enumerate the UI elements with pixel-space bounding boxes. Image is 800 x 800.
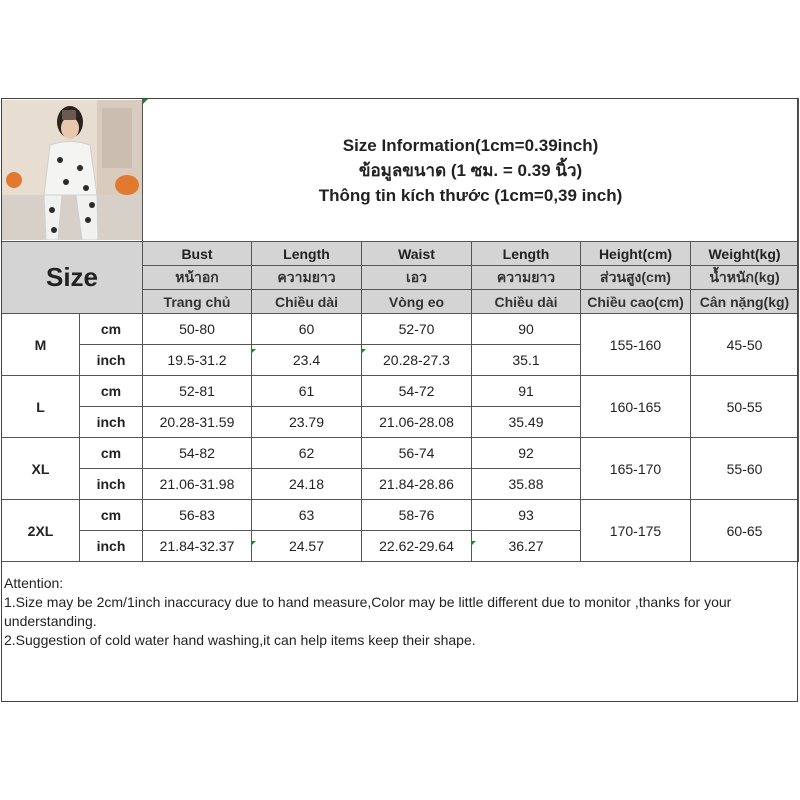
cell-weight: 50-55 [691,376,799,438]
outer-frame [1,98,798,702]
col-waist-th: เอว [362,266,472,290]
cell-length-inch: 23.4 [252,345,362,376]
cell-length2-cm: 90 [472,314,581,345]
cell-bust-inch: 21.84-32.37 [143,531,252,562]
col-height-th: ส่วนสูง(cm) [581,266,691,290]
cell-bust-cm: 50-80 [143,314,252,345]
cell-marker-icon [361,349,366,354]
col-length-vi: Chiều dài [252,290,362,314]
unit-inch: inch [80,531,143,562]
size-label: M [2,314,80,376]
cell-weight: 55-60 [691,438,799,500]
cell-bust-inch: 20.28-31.59 [143,407,252,438]
col-waist-vi: Vòng eo [362,290,472,314]
cell-marker-icon [471,541,476,546]
cell-length-cm: 61 [252,376,362,407]
cell-height: 155-160 [581,314,691,376]
unit-cm: cm [80,376,143,407]
cell-height: 170-175 [581,500,691,562]
title-line-vi: Thông tin kích thước (1cm=0,39 inch) [318,185,623,205]
size-label: 2XL [2,500,80,562]
cell-length-cm: 62 [252,438,362,469]
cell-length2-inch: 35.88 [472,469,581,500]
col-weight-en: Weight(kg) [691,242,799,266]
cell-bust-inch: 19.5-31.2 [143,345,252,376]
col-length-en: Length [252,242,362,266]
cell-bust-cm: 54-82 [143,438,252,469]
cell-waist-inch: 22.62-29.64 [362,531,472,562]
size-label: L [2,376,80,438]
cell-length2-inch: 36.27 [472,531,581,562]
col-waist-en: Waist [362,242,472,266]
col-height-vi: Chiều cao(cm) [581,290,691,314]
cell-weight: 45-50 [691,314,799,376]
cell-length2-cm: 91 [472,376,581,407]
col-weight-th: น้ำหนัก(kg) [691,266,799,290]
cell-length2-inch: 35.49 [472,407,581,438]
cell-waist-inch: 21.84-28.86 [362,469,472,500]
col-bust-th: หน้าอก [143,266,252,290]
cell-bust-cm: 52-81 [143,376,252,407]
cell-bust-inch: 21.06-31.98 [143,469,252,500]
cell-length2-cm: 92 [472,438,581,469]
col-height-en: Height(cm) [581,242,691,266]
cell-length-cm: 60 [252,314,362,345]
cell-marker-icon [143,99,148,104]
attention-heading: Attention: [4,575,64,591]
cell-length-inch: 24.18 [252,469,362,500]
cell-length-cm: 63 [252,500,362,531]
attention-line-1: 1.Size may be 2cm/1inch inaccuracy due to hand measure,Color may be little different due to monitor ,thanks for your understanding. [4,594,732,629]
cell-height: 160-165 [581,376,691,438]
cell-marker-icon [251,541,256,546]
cell-waist-inch: 20.28-27.3 [362,345,472,376]
cell-weight: 60-65 [691,500,799,562]
attention-line-2: 2.Suggestion of cold water hand washing,it can help items keep their shape. [4,632,476,648]
cell-waist-cm: 54-72 [362,376,472,407]
col-weight-vi: Cân nặng(kg) [691,290,799,314]
unit-inch: inch [80,469,143,500]
col-bust-en: Bust [143,242,252,266]
title-line-th: ข้อมูลขนาด (1 ซม. = 0.39 นิ้ว) [358,160,583,180]
cell-waist-cm: 52-70 [362,314,472,345]
title-line-en: Size Information(1cm=0.39inch) [342,135,599,155]
col-length2-vi: Chiều dài [472,290,581,314]
cell-waist-cm: 58-76 [362,500,472,531]
unit-inch: inch [80,345,143,376]
col-length2-en: Length [472,242,581,266]
col-length-th: ความยาว [252,266,362,290]
col-bust-vi: Trang chủ [143,290,252,314]
cell-height: 165-170 [581,438,691,500]
col-length2-th: ความยาว [472,266,581,290]
size-header: Size [2,242,143,314]
cell-marker-icon [251,349,256,354]
cell-length-inch: 23.79 [252,407,362,438]
cell-length-inch: 24.57 [252,531,362,562]
cell-waist-inch: 21.06-28.08 [362,407,472,438]
unit-cm: cm [80,438,143,469]
size-label: XL [2,438,80,500]
cell-waist-cm: 56-74 [362,438,472,469]
unit-cm: cm [80,500,143,531]
cell-length2-inch: 35.1 [472,345,581,376]
cell-length2-cm: 93 [472,500,581,531]
unit-inch: inch [80,407,143,438]
cell-bust-cm: 56-83 [143,500,252,531]
unit-cm: cm [80,314,143,345]
